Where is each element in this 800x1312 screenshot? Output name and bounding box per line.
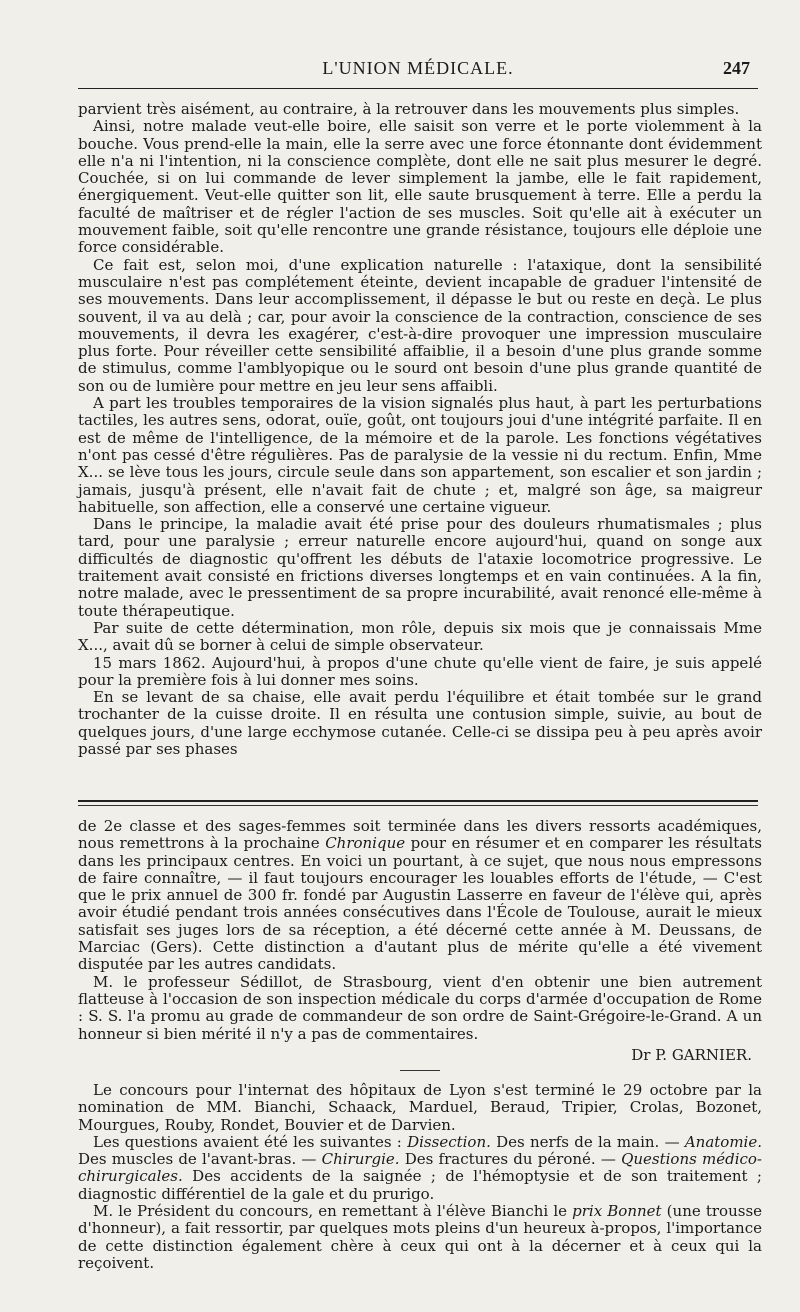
article-paragraph: Dans le principe, la maladie avait été prise pour des douleurs rhumatismales ; plus tard, pour une paralysie ; erreur naturelle encore aujourd'hui, quand on songe aux difficultés de diagnostic qu'offrent les débuts de l'ataxie locomotrice progressive. Le traitement avait consisté en frictions diverses longtemps et en vain continuées. A la fin, notre malade, avec le pressentiment de sa propre incurabilité, avait renoncé elle-même à toute thérapeutique.: [78, 515, 762, 620]
text-run: (une trousse d'honneur), a fait ressortir, par quelques mots pleins d'un heureux à-propos, l'importance de cette distinction également chère à ceux qui ont à la décerner et à ceux qui la reçoivent.: [78, 1202, 763, 1272]
article-paragraph: En se levant de sa chaise, elle avait perdu l'équilibre et était tombée sur le grand trochanter de la cuisse droite. Il en résulta une contusion simple, suivie, au bout de quelques jours, d'une large ecchymose cutanée. Celle-ci se dissipa peu à peu après avoir passé par ses phases: [78, 688, 762, 758]
italic-run: Dissection.: [407, 1132, 491, 1151]
italic-run: Anatomie.: [684, 1132, 763, 1151]
article-paragraph: Ainsi, notre malade veut-elle boire, elle saisit son verre et le porte violemment à la bouche. Vous prend-elle la main, elle la serre avec une force étonnante dont évidemment elle n'a ni l'intention, ni la conscience complète, dont elle ne sait plus mesurer le degré. Couchée, si on lui commande de lever simplement la jambe, elle le fait rapidement, énergiquement. Veut-elle quitter son lit, elle saute brusquement à terre. Elle a perdu la faculté de maîtriser et de régler l'action de ses muscles. Soit qu'elle ait à exécuter un mouvement faible, soit qu'elle rencontre une grande résistance, toujours elle déploie une force considérable.: [78, 117, 762, 257]
text-run: de 2e classe et des sages-femmes soit terminée dans les divers ressorts académiques, nous remettrons à la prochaine: [78, 817, 762, 853]
text-run: Des fractures du péroné. —: [399, 1150, 622, 1169]
header-rule: [78, 88, 758, 89]
news-paragraph: [78, 1134, 762, 1203]
text-run: Des nerfs de la main. —: [490, 1132, 685, 1151]
chronique-section: [78, 818, 762, 1077]
chronique-paragraph: M. le professeur Sédillot, de Strasbourg, vient d'en obtenir une bien autrement flatteuse à l'occasion de son inspection médicale du corps d'armée d'occupation de Rome : S. S. l'a promu au grade de commandeur de son ordre de Saint-Grégoire-le-Grand. A un honneur si bien mérité il n'y a pas de commentaires.: [78, 972, 762, 1043]
italic-run: Chronique: [325, 834, 406, 853]
italic-run: prix Bonnet: [572, 1202, 662, 1221]
article-body: [78, 101, 762, 758]
page-header: [78, 58, 758, 82]
text-run: M. le Président du concours, en remettant à l'élève Bianchi le: [93, 1202, 573, 1221]
short-separator: [400, 1070, 440, 1071]
italic-run: Chirurgie.: [321, 1150, 400, 1169]
text-run: Des accidents de la saignée ; de l'hémoptysie et de son traitement ; diagnostic différentiel de la gale et du prurigo.: [78, 1167, 762, 1203]
article-paragraph: A part les troubles temporaires de la vision signalés plus haut, à part les perturbations tactiles, les autres sens, odorat, ouïe, goût, ont toujours joui d'une intégrité parfaite. Il en est de même de l'intelligence, de la mémoire et de la parole. Les fonctions végétatives n'ont pas cessé d'être régulières. Pas de paralysie de la vessie ni du rectum. Enfin, Mme X... se lève tous les jours, circule seule dans son appartement, son escalier et son jardin ; jamais, jusqu'à présent, elle n'avait fait de chute ; et, malgré son âge, sa maigreur habituelle, son affection, elle a conservé une certaine vigueur.: [78, 394, 762, 516]
news-paragraph: Le concours pour l'internat des hôpitaux de Lyon s'est terminé le 29 octobre par la nomination de MM. Bianchi, Schaack, Marduel, Beraud, Tripier, Crolas, Bozonet, Mourgues, Rouby, Rondet, Bouvier et de Darvien.: [78, 1081, 762, 1134]
section-separator: [78, 800, 758, 802]
italic-run: Questions médico-chirurgicales.: [78, 1150, 762, 1186]
news-section: [78, 1082, 762, 1272]
text-run: Des muscles de l'avant-bras. —: [78, 1150, 322, 1169]
text-run: pour en résumer et en comparer les résultats dans les principaux centres. En voici un pourtant, à ce sujet, que nous nous empressons de faire connaître, — il faut toujours encourager les louables efforts de l'étude, — C'est que le prix annuel de 300 fr. fondé par Augustin Lasserre en faveur de l'élève qui, après avoir étudié pendant trois années consécutives dans l'École de Toulouse, aurait le mieux satisfait ses juges lors de sa réception, a été décerné cette année à M. Deussans, de Marciac (Gers). Cette distinction a d'autant plus de mérite qu'elle a été vivement disputée par les autres candidats.: [78, 834, 762, 974]
running-title: L'UNION MÉDICALE.: [322, 58, 514, 78]
text-run: Les questions avaient été les suivantes :: [93, 1132, 408, 1151]
article-paragraph: parvient très aisément, au contraire, à la retrouver dans les mouvements plus simples.: [78, 100, 740, 118]
news-paragraph: [78, 1203, 762, 1272]
article-paragraph: Par suite de cette détermination, mon rôle, depuis six mois que je connaissais Mme X..., avait dû se borner à celui de simple observateur.: [78, 618, 762, 655]
article-paragraph: 15 mars 1862. Aujourd'hui, à propos d'une chute qu'elle vient de faire, je suis appelé pour la première fois à lui donner mes soins.: [78, 653, 762, 689]
page-number: 247: [723, 58, 750, 78]
author-signature: Dr P. GARNIER.: [631, 1045, 752, 1064]
article-paragraph: Ce fait est, selon moi, d'une explication naturelle : l'ataxique, dont la sensibilité musculaire n'est pas complétement éteinte, devient incapable de graduer l'intensité de ses mouvements. Dans leur accomplissement, il dépasse le but ou reste en deçà. Le plus souvent, il va au delà ; car, pour avoir la conscience de la contraction, conscience de ses mouvements, il devra les exagérer, c'est-à-dire provoquer une impression musculaire plus forte. Pour réveiller cette sensibilité affaiblie, il a besoin d'une plus grande somme de stimulus, comme l'amblyopique ou le sourd ont besoin d'une plus grande quantité de son ou de lumière pour mettre en jeu leur sens affaibli.: [78, 255, 762, 395]
section-separator-thin: [78, 805, 758, 806]
chronique-paragraph: [78, 818, 762, 974]
